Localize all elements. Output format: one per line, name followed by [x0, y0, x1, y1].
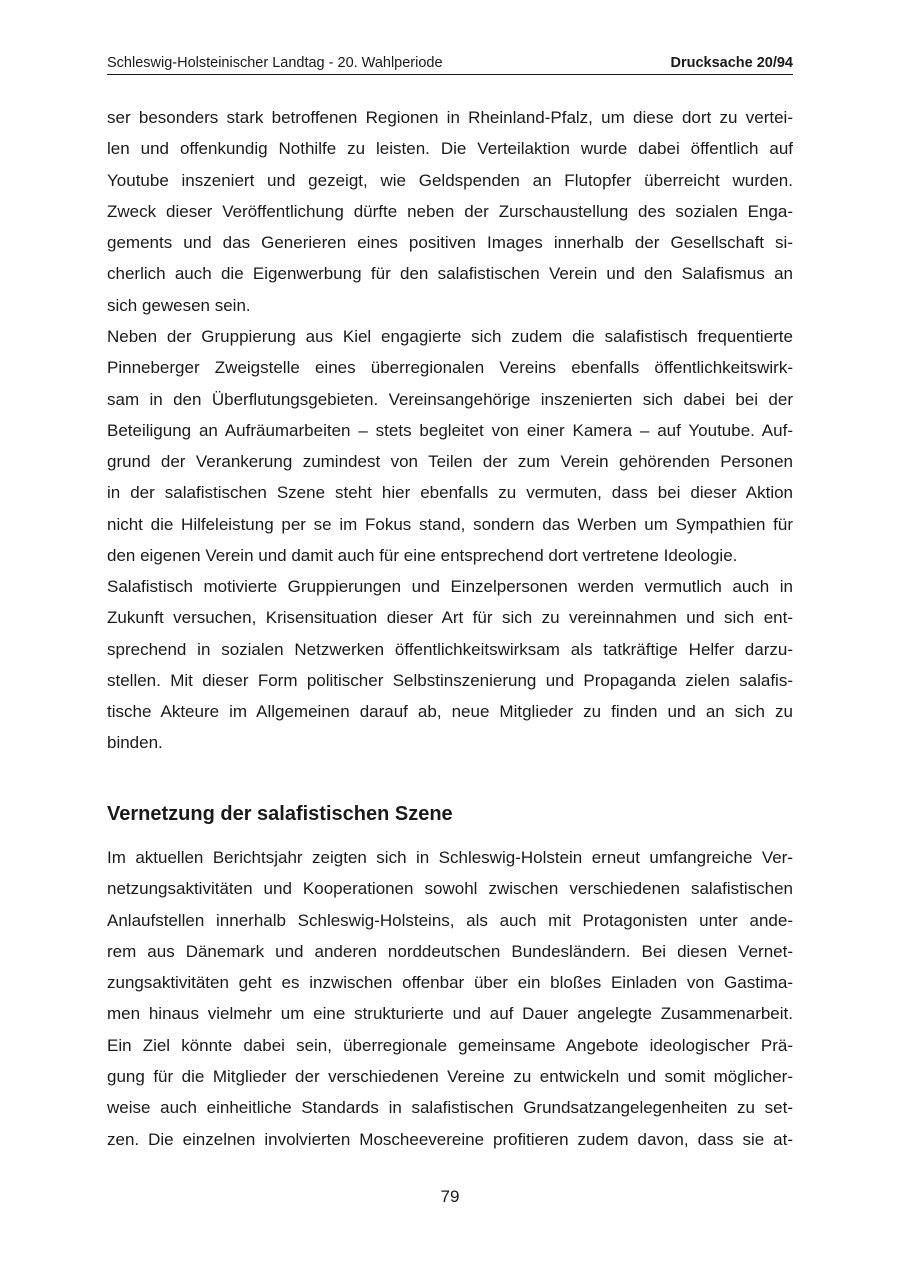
text-line: Ein Ziel könnte dabei sein, überregionale gemeinsame Angebote ideologischer Prä- — [107, 1035, 793, 1055]
text-line: cherlich auch die Eigenwerbung für den salafistischen Verein und den Salafismus an — [107, 264, 793, 284]
paragraph-networking — [107, 842, 793, 1155]
text-line: den eigenen Verein und damit auch für eine entsprechend dort vertretene Ideologie. — [107, 546, 738, 566]
section-heading: Vernetzung der salafistischen Szene — [107, 803, 453, 825]
text-line: Zukunft versuchen, Krisensituation dieser Art für sich zu vereinnahmen und sich ent- — [107, 608, 793, 628]
text-line: Im aktuellen Berichtsjahr zeigten sich in Schleswig-Holstein erneut umfangreiche Ver- — [107, 848, 793, 867]
text-line: Salafistisch motivierte Gruppierungen und Einzelpersonen werden vermutlich auch in — [107, 577, 793, 596]
text-line: in der salafistischen Szene steht hier ebenfalls zu vermuten, dass bei dieser Aktion — [107, 483, 793, 503]
paragraph-pinneberg-branch — [107, 321, 793, 571]
text-line: stellen. Mit dieser Form politischer Selbstinszenierung und Propaganda zielen salafis- — [107, 670, 793, 690]
text-line: Pinneberger Zweigstelle eines überregionalen Vereins ebenfalls öffentlichkeitswirk- — [107, 358, 793, 378]
text-line: ser besonders stark betroffenen Regionen in Rheinland-Pfalz, um diese dort zu vertei- — [107, 108, 793, 127]
header-document-number: Drucksache 20/94 — [670, 55, 793, 71]
paragraph-flood-aid — [107, 102, 793, 321]
text-line: tische Akteure im Allgemeinen darauf ab, neue Mitglieder zu finden und an sich zu — [107, 702, 793, 722]
text-line: sam in den Überflutungsgebieten. Vereinsangehörige inszenierten sich dabei bei der — [107, 389, 793, 409]
text-line: Anlaufstellen innerhalb Schleswig-Holsteins, als auch mit Protagonisten unter ande- — [107, 910, 793, 930]
text-line: men hinaus vielmehr um eine strukturierte und auf Dauer angelegte Zusammenarbeit. — [107, 1004, 793, 1024]
text-line: Youtube inszeniert und gezeigt, wie Geldspenden an Flutopfer überreicht wurden. — [107, 170, 793, 190]
text-line: nicht die Hilfeleistung per se im Fokus stand, sondern das Werben um Sympathien für — [107, 514, 793, 534]
text-line: gements und das Generieren eines positiven Images innerhalb der Gesellschaft si- — [107, 233, 793, 253]
text-line: Beteiligung an Aufräumarbeiten – stets begleitet von einer Kamera – auf Youtube. Auf- — [107, 420, 793, 440]
header-document-title: Schleswig-Holsteinischer Landtag - 20. Wahlperiode — [107, 55, 443, 71]
page-number: 79 — [440, 1187, 460, 1206]
text-line: Neben der Gruppierung aus Kiel engagierte sich zudem die salafistisch frequentierte — [107, 327, 793, 346]
text-line: grund der Verankerung zumindest von Teilen der zum Verein gehörenden Personen — [107, 452, 793, 472]
text-line: weise auch einheitliche Standards in salafistischen Grundsatzangelegenheiten zu set- — [107, 1098, 793, 1118]
text-line: binden. — [107, 733, 163, 753]
text-line: sprechend in sozialen Netzwerken öffentlichkeitswirksam als tatkräftige Helfer darzu- — [107, 639, 793, 659]
paragraph-outlook — [107, 571, 793, 759]
text-line: Zweck dieser Veröffentlichung dürfte neben der Zurschaustellung des sozialen Enga- — [107, 201, 793, 221]
page-header — [107, 52, 793, 75]
text-line: zungsaktivitäten geht es inzwischen offenbar über ein bloßes Einladen von Gastima- — [107, 973, 793, 993]
text-line: len und offenkundig Nothilfe zu leisten. Die Verteilaktion wurde dabei öffentlich auf — [107, 139, 793, 159]
text-line: rem aus Dänemark und anderen norddeutschen Bundesländern. Bei diesen Vernet- — [107, 941, 793, 961]
text-line: zen. Die einzelnen involvierten Moscheevereine profitieren zudem davon, dass sie at- — [107, 1129, 793, 1149]
text-line: sich gewesen sein. — [107, 295, 251, 315]
text-line: gung für die Mitglieder der verschiedenen Vereine zu entwickeln und somit möglicher- — [107, 1067, 793, 1087]
text-line: netzungsaktivitäten und Kooperationen sowohl zwischen verschiedenen salafistischen — [107, 879, 793, 899]
